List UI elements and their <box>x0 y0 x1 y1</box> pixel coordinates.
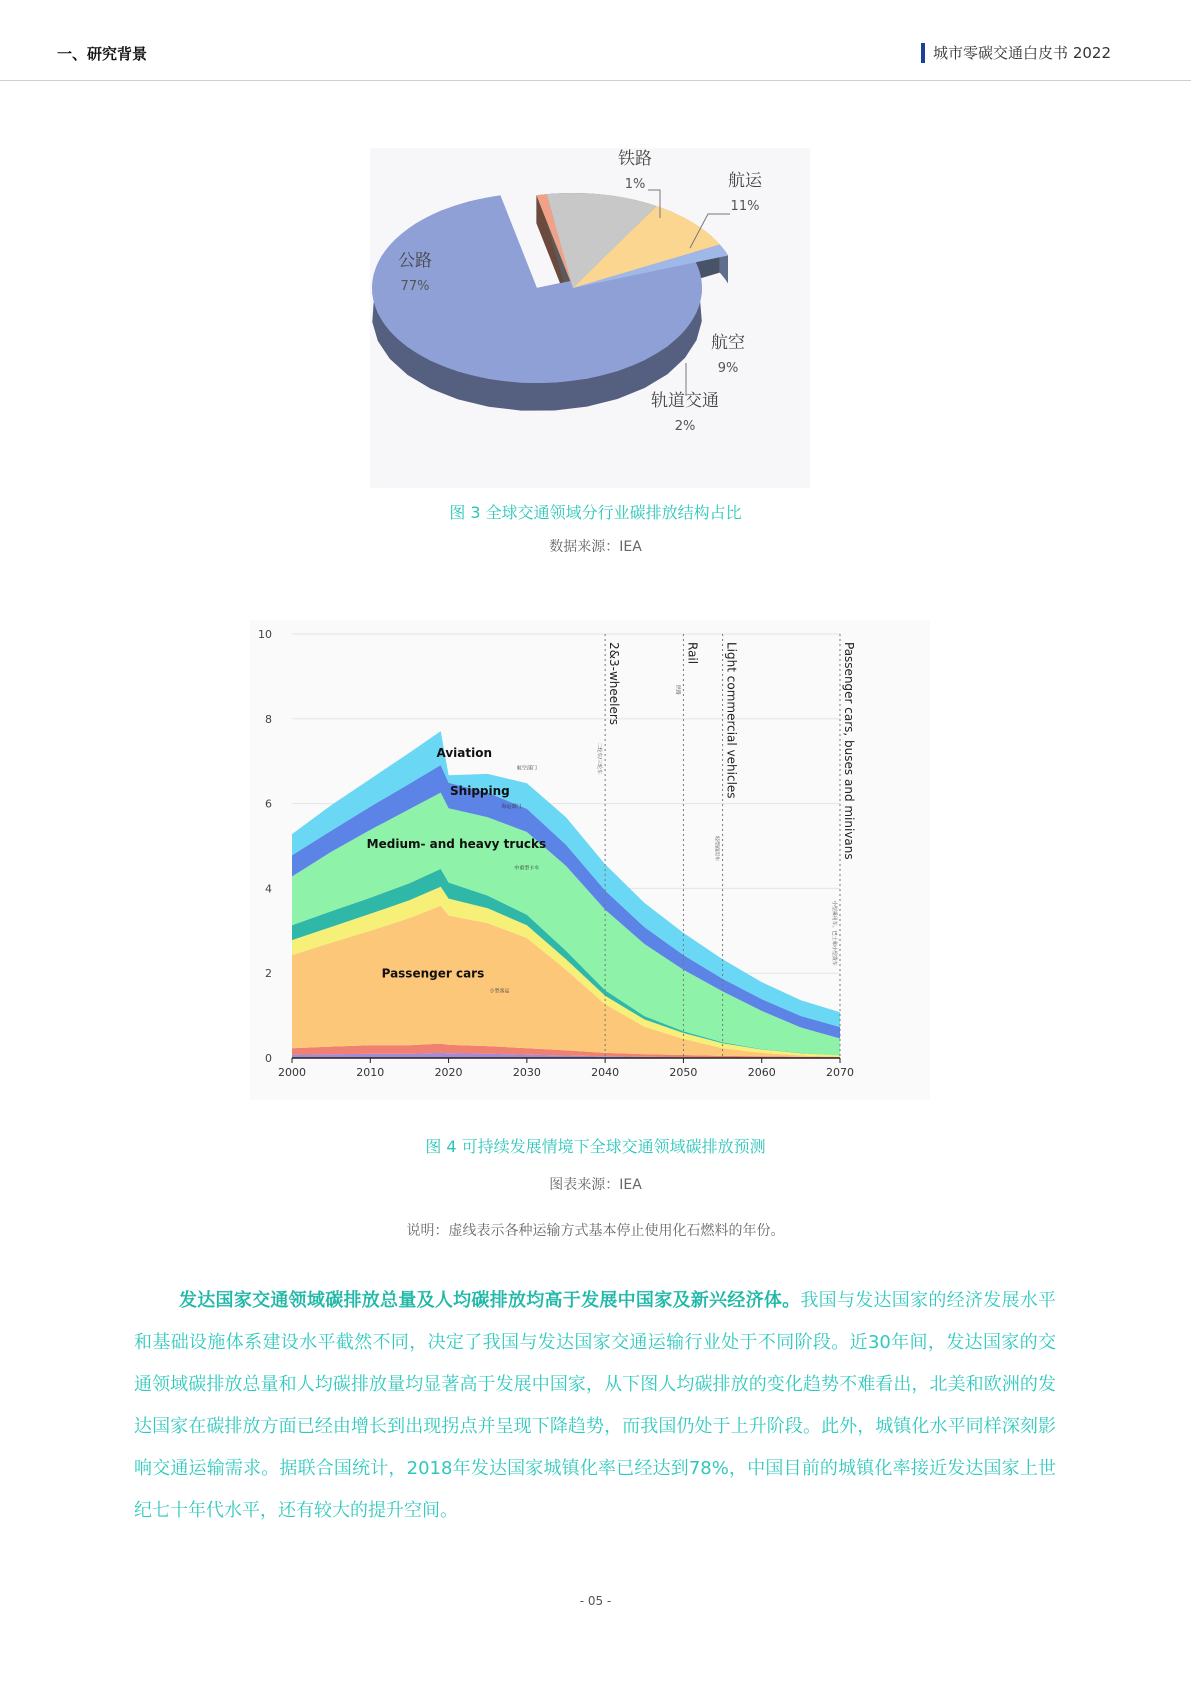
y-tick-label: 10 <box>258 628 272 641</box>
figure-3-caption: 图 3 全球交通领域分行业碳排放结构占比 <box>449 503 742 522</box>
milestone-cn-1: 铁路 <box>674 684 681 695</box>
pie-label-0: 公路 <box>398 251 432 271</box>
x-tick-label: 2060 <box>747 1066 776 1079</box>
x-tick-label: 2010 <box>356 1066 385 1079</box>
milestone-label-0: 2&3-wheelers <box>607 642 622 726</box>
pie-label-3: 航空 <box>711 333 745 353</box>
pie-value-2: 11% <box>730 199 760 214</box>
figure-4-note: 说明：虚线表示各种运输方式基本停止使用化石燃料的年份。 <box>406 1223 785 1239</box>
paragraph-text: 我国与发达国家的经济发展水平和基础设施体系建设水平截然不同，决定了我国与发达国家交通运输行业处于不同阶段。近30年间，发达国家的交通领域碳排放总量和人均碳排放量均显著高于发展中国家，从下图人均碳排放的变化趋势不难看出，北美和欧洲的发达国家在碳排放方面已经由增长到出现拐点并呈现下降趋势，而我国仍处于上升阶段。此外，城镇化水平同样深刻影响交通运输需求。据联合国统计，2018年发达国家城镇化率已经达到78%，中国目前的城镇化率接近发达国家上世纪七十年代水平，还有较大的提升空间。 <box>134 1290 1057 1521</box>
y-tick-label: 0 <box>265 1052 272 1065</box>
x-tick-label: 2030 <box>512 1066 541 1079</box>
series-cn-label-5: 中重型卡车 <box>514 865 540 872</box>
milestone-label-1: Rail <box>685 642 700 665</box>
series-cn-label-6: 海运部门 <box>501 803 522 810</box>
x-tick-label: 2070 <box>826 1066 854 1079</box>
pie-value-3: 9% <box>717 361 739 376</box>
milestone-label-2: Light commercial vehicles <box>724 642 739 799</box>
series-label-5: Medium- and heavy trucks <box>366 837 547 852</box>
figure-3-source: 数据来源：IEA <box>549 539 642 555</box>
y-tick-label: 4 <box>265 882 272 896</box>
y-tick-label: 6 <box>265 797 272 811</box>
document-title: 城市零碳交通白皮书 2022 <box>921 43 1111 63</box>
paragraph-lead: 发达国家交通领域碳排放总量及人均碳排放均高于发展中国家及新兴经济体。 <box>179 1290 801 1311</box>
milestone-cn-3: 小型乘用车、巴士和小型货车 <box>831 900 837 966</box>
x-tick-label: 2040 <box>591 1066 620 1079</box>
series-cn-label-7: 航空部门 <box>516 765 537 772</box>
milestone-cn-0: 二轮车/三轮车 <box>596 742 603 775</box>
series-label-2: Passenger cars <box>381 966 485 981</box>
figure-4-source: 图表来源：IEA <box>549 1177 642 1193</box>
x-tick-label: 2000 <box>278 1066 306 1079</box>
pie-value-0: 77% <box>400 279 430 294</box>
pie-value-1: 1% <box>624 177 646 192</box>
page-number: - 05 - <box>579 1594 612 1608</box>
area-chart <box>250 620 930 1100</box>
pie-chart <box>370 148 810 488</box>
pie-value-4: 2% <box>674 419 696 434</box>
milestone-cn-2: 轻型商用车 <box>713 836 720 862</box>
body-paragraph <box>134 1280 1056 1532</box>
series-label-6: Shipping <box>450 784 510 799</box>
figure-4-caption: 图 4 可持续发展情境下全球交通领域碳排放预测 <box>425 1137 766 1156</box>
y-tick-label: 8 <box>265 712 272 726</box>
header-divider <box>0 80 1191 81</box>
milestone-label-3: Passenger cars, buses and minivans <box>842 642 856 860</box>
y-tick-label: 2 <box>265 967 272 981</box>
pie-label-1: 铁路 <box>618 149 652 169</box>
x-tick-label: 2020 <box>434 1066 463 1079</box>
x-tick-label: 2050 <box>669 1066 698 1079</box>
pie-label-2: 航运 <box>728 171 762 191</box>
series-cn-label-2: 小型客运 <box>489 988 510 995</box>
section-title: 一、研究背景 <box>57 45 148 63</box>
pie-label-4: 轨道交通 <box>651 391 719 411</box>
series-label-7: Aviation <box>436 745 492 760</box>
